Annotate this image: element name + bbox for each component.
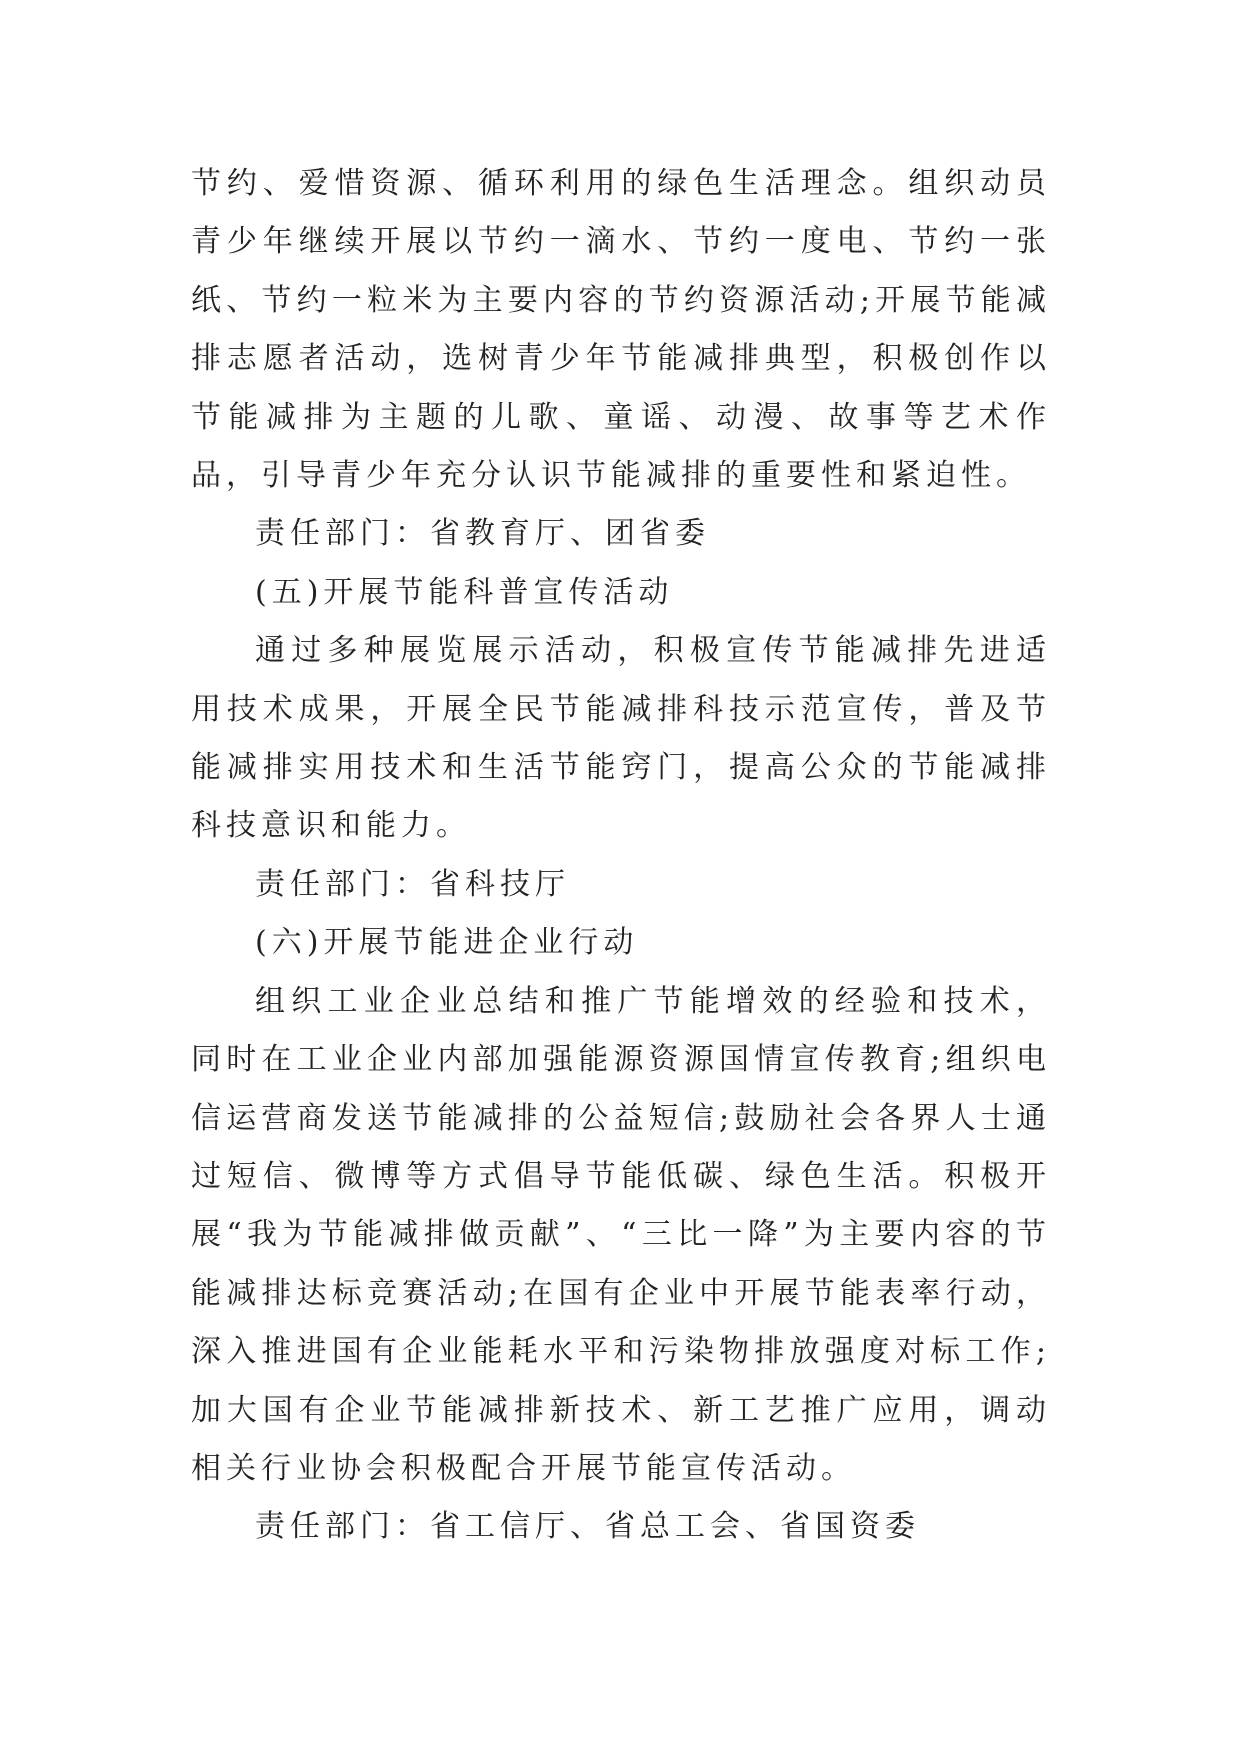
document-body: [191, 155, 1051, 1557]
section-heading-six: (六)开展节能进企业行动: [255, 925, 639, 961]
body-paragraph-continued: 节约、爱惜资源、循环利用的绿色生活理念。组织动员青少年继续开展以节约一滴水、节约一度电、节约一张纸、节约一粒米为主要内容的节约资源活动;开展节能减排志愿者活动，选树青少年节能减排典型，积极创作以节能减排为主题的儿歌、童谣、动漫、故事等艺术作品，引导青少年充分认识节能减排的重要性和紧迫性。: [191, 166, 1051, 494]
responsible-departments-science: 责任部门：省科技厅: [255, 866, 570, 902]
responsible-departments-industry: 责任部门：省工信厅、省总工会、省国资委: [255, 1509, 920, 1545]
body-paragraph-enterprise-action: 组织工业企业总结和推广节能增效的经验和技术，同时在工业企业内部加强能源资源国情宣传教育;组织电信运营商发送节能减排的公益短信;鼓励社会各界人士通过短信、微博等方式倡导节能低碳、绿色生活。积极开展“我为节能减排做贡献”、“三比一降”为主要内容的节能减排达标竞赛活动;在国有企业中开展节能表率行动，深入推进国有企业能耗水平和污染物排放强度对标工作;加大国有企业节能减排新技术、新工艺推广应用，调动相关行业协会积极配合开展节能宣传活动。: [191, 983, 1051, 1486]
body-paragraph-science-outreach: 通过多种展览展示活动，积极宣传节能减排先进适用技术成果，开展全民节能减排科技示范宣传，普及节能减排实用技术和生活节能窍门，提高公众的节能减排科技意识和能力。: [191, 633, 1051, 844]
section-heading-five: (五)开展节能科普宣传活动: [255, 574, 674, 610]
responsible-departments-education: 责任部门：省教育厅、团省委: [255, 516, 710, 552]
